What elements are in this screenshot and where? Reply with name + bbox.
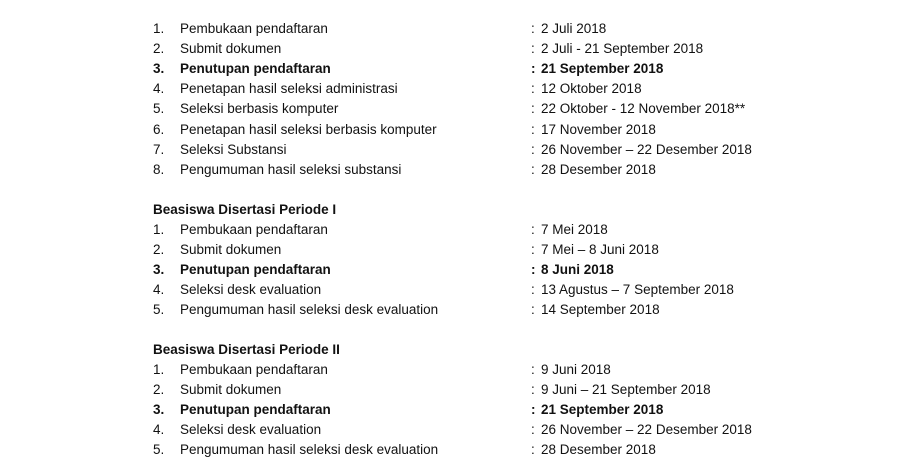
item-label: Pengumuman hasil seleksi desk evaluation: [180, 442, 439, 458]
colon-separator: :: [531, 222, 535, 237]
colon-separator: :: [531, 141, 535, 157]
item-number: 4.: [153, 282, 165, 298]
item-date: 9 Juni 2018: [541, 362, 611, 377]
item-number: 3.: [153, 262, 165, 278]
schedule-row: [0, 140, 918, 160]
item-number: 7.: [153, 141, 165, 157]
colon-separator: :: [531, 302, 535, 318]
schedule-row: [0, 260, 918, 280]
item-date: 9 Juni – 21 September 2018: [541, 382, 711, 398]
item-label: Submit dokumen: [180, 382, 282, 398]
item-label: Seleksi desk evaluation: [180, 422, 322, 438]
colon-separator: :: [531, 161, 535, 177]
item-number: 3.: [153, 402, 165, 418]
colon-separator: :: [531, 422, 535, 438]
colon-separator: :: [531, 362, 535, 377]
schedule-row: [0, 440, 918, 460]
schedule-row: [0, 19, 918, 39]
item-date: 13 Agustus – 7 September 2018: [541, 282, 734, 298]
item-number: 1.: [153, 362, 165, 377]
item-label: Penetapan hasil seleksi administrasi: [180, 81, 398, 97]
schedule-row: [0, 160, 918, 180]
item-date: 21 September 2018: [541, 61, 664, 77]
colon-separator: :: [531, 242, 535, 258]
schedule-row: [0, 400, 918, 420]
colon-separator: :: [531, 21, 535, 36]
item-number: 3.: [153, 61, 165, 77]
section-heading: Beasiswa Disertasi Periode II: [153, 342, 340, 357]
item-number: 2.: [153, 41, 165, 57]
item-date: 14 September 2018: [541, 302, 660, 318]
colon-separator: :: [531, 402, 536, 418]
item-date: 22 Oktober - 12 November 2018**: [541, 101, 746, 117]
item-label: Penutupan pendaftaran: [180, 262, 331, 278]
item-number: 5.: [153, 101, 165, 117]
item-date: 12 Oktober 2018: [541, 81, 642, 97]
item-date: 8 Juni 2018: [541, 262, 614, 278]
schedule-row: [0, 380, 918, 400]
item-label: Pengumuman hasil seleksi desk evaluation: [180, 302, 439, 318]
schedule-row: [0, 240, 918, 260]
item-number: 6.: [153, 121, 165, 137]
schedule-row: [0, 120, 918, 140]
item-number: 1.: [153, 222, 165, 237]
item-date: 21 September 2018: [541, 402, 664, 418]
item-date: 2 Juli - 21 September 2018: [541, 41, 704, 57]
item-label: Seleksi Substansi: [180, 141, 287, 157]
schedule-row: [0, 99, 918, 119]
colon-separator: :: [531, 442, 535, 458]
colon-separator: :: [531, 382, 535, 398]
item-date: 26 November – 22 Desember 2018: [541, 422, 752, 438]
item-date: 26 November – 22 Desember 2018: [541, 141, 752, 157]
schedule-row: [0, 79, 918, 99]
item-label: Pembukaan pendaftaran: [180, 362, 328, 377]
schedule-row: [0, 220, 918, 240]
item-number: 5.: [153, 302, 165, 318]
colon-separator: :: [531, 61, 536, 77]
item-number: 2.: [153, 382, 165, 398]
colon-separator: :: [531, 41, 535, 57]
section-heading: Beasiswa Disertasi Periode I: [153, 202, 337, 217]
item-label: Pengumuman hasil seleksi substansi: [180, 161, 402, 177]
item-number: 8.: [153, 161, 165, 177]
item-label: Seleksi berbasis komputer: [180, 101, 339, 117]
colon-separator: :: [531, 81, 535, 97]
item-date: 7 Mei – 8 Juni 2018: [541, 242, 659, 258]
item-label: Penetapan hasil seleksi berbasis komputer: [180, 121, 437, 137]
item-label: Pembukaan pendaftaran: [180, 21, 328, 36]
item-number: 5.: [153, 442, 165, 458]
item-number: 4.: [153, 81, 165, 97]
colon-separator: :: [531, 262, 536, 278]
item-date: 7 Mei 2018: [541, 222, 608, 237]
item-date: 28 Desember 2018: [541, 442, 656, 458]
item-number: 1.: [153, 21, 165, 36]
item-date: 2 Juli 2018: [541, 21, 607, 36]
schedule-row: [0, 280, 918, 300]
colon-separator: :: [531, 282, 535, 298]
schedule-row: [0, 300, 918, 320]
item-label: Penutupan pendaftaran: [180, 61, 331, 77]
item-date: 28 Desember 2018: [541, 161, 656, 177]
schedule-row: [0, 39, 918, 59]
schedule-row: [0, 360, 918, 380]
item-number: 2.: [153, 242, 165, 258]
item-number: 4.: [153, 422, 165, 438]
item-label: Pembukaan pendaftaran: [180, 222, 328, 237]
item-label: Submit dokumen: [180, 41, 282, 57]
item-label: Penutupan pendaftaran: [180, 402, 331, 418]
item-date: 17 November 2018: [541, 121, 656, 137]
item-label: Submit dokumen: [180, 242, 282, 258]
item-label: Seleksi desk evaluation: [180, 282, 322, 298]
schedule-row: [0, 420, 918, 440]
colon-separator: :: [531, 101, 535, 117]
colon-separator: :: [531, 121, 535, 137]
schedule-row: [0, 59, 918, 79]
